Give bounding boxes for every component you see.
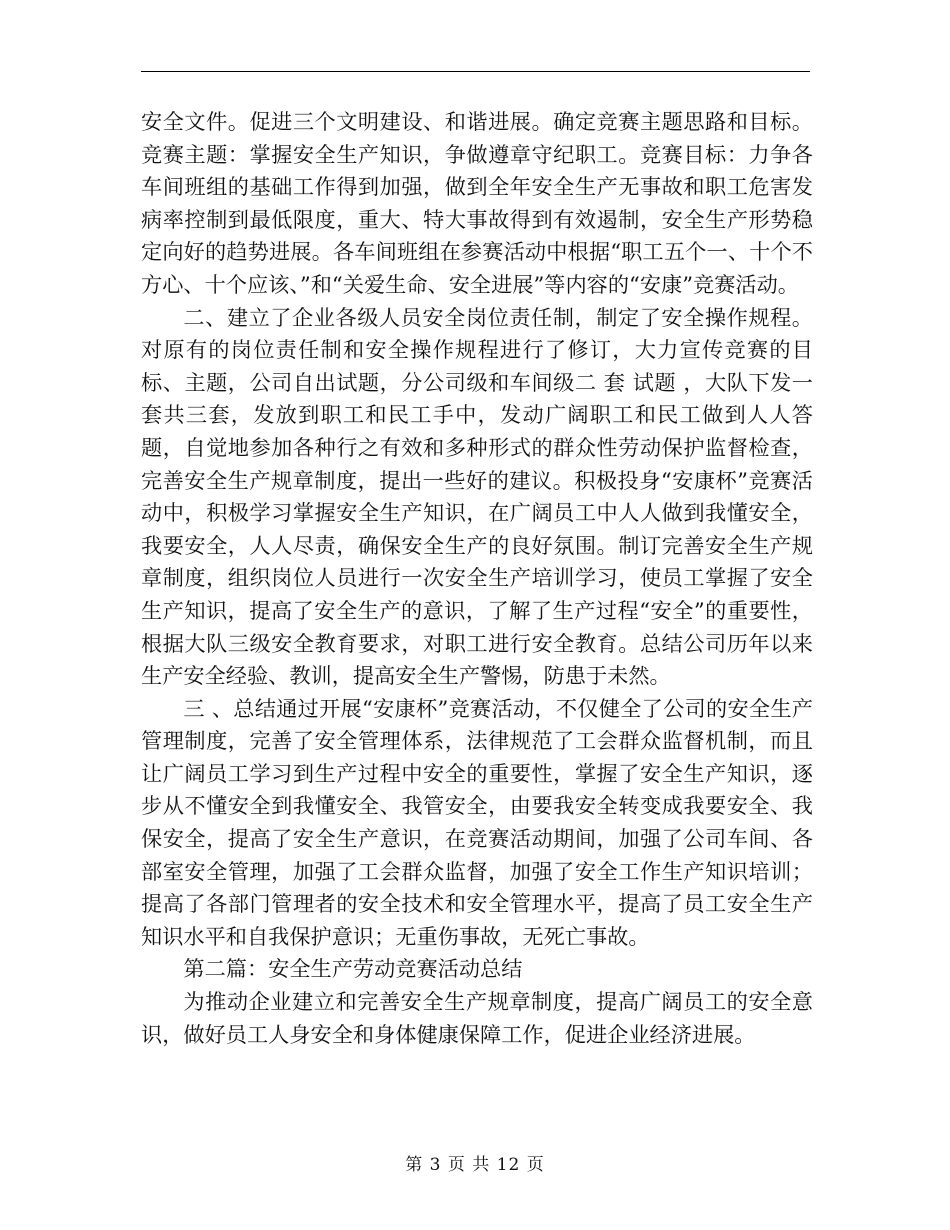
paragraph-1: 安全文件。促进三个文明建设、和谐进展。确定竞赛主题思路和目标。竞赛主题：掌握安全生产知识，争做遵章守纪职工。竞赛目标：力争各车间班组的基础工作得到加强，做到全年安全生产无事故和职工危害发病率控制到最低限度，重大、特大事故得到有效遏制，安全生产形势稳定向好的趋势进展。各车间班组在参赛活动中根据“职工五个一、十个不方心、十个应该、”和“关爱生命、安全进展”等内容的“安康”竞赛活动。 xyxy=(141,109,813,297)
paragraph-4: 为推动企业建立和完善安全生产规章制度，提高广阔员工的安全意识，做好员工人身安全和身体健康保障工作，促进企业经济进展。 xyxy=(141,989,813,1047)
paragraph-2: 二、建立了企业各级人员安全岗位责任制，制定了安全操作规程。对原有的岗位责任制和安全操作规程进行了修订，大力宣传竞赛的目标、主题，公司自出试题，分公司级和车间级二 套 试题 ，大队下发一套共三套，发放到职工和民工手中，发动广阔职工和民工做到人人答题，自觉地参加各种行之有效和多种形式的群众性劳动保护监督检查，完善安全生产规章制度，提出一些好的建议。积极投身“安康杯”竞赛活动中，积极学习掌握安全生产知识，在广阔员工中人人做到我懂安全，我要安全，人人尽责，确保安全生产的良好氛围。制订完善安全生产规章制度，组织岗位人员进行一次安全生产培训学习，使员工掌握了安全生产知识，提高了安全生产的意识，了解了生产过程“安全”的重要性，根据大队三级安全教育要求，对职工进行安全教育。总结公司历年以来生产安全经验、教训，提高安全生产警惕，防患于未然。 xyxy=(141,304,813,689)
page-number-footer: 第 3 页 共 12 页 xyxy=(405,1155,545,1175)
section-heading: 第二篇：安全生产劳动竞赛活动总结 xyxy=(183,956,523,982)
document-body xyxy=(141,106,813,1051)
header-rule xyxy=(141,71,810,72)
paragraph-3: 三 、总结通过开展“安康杯”竞赛活动，不仅健全了公司的安全生产管理制度，完善了安全管理体系，法律规范了工会群众监督机制，而且让广阔员工学习到生产过程中安全的重要性，掌握了安全生产知识，逐步从不懂安全到我懂安全、我管安全，由要我安全转变成我要安全、我保安全，提高了安全生产意识，在竞赛活动期间，加强了公司车间、各部室安全管理，加强了工会群众监督，加强了安全工作生产知识培训；提高了各部门管理者的安全技术和安全管理水平，提高了员工安全生产知识水平和自我保护意识；无重伤事故，无死亡事故。 xyxy=(141,695,813,949)
